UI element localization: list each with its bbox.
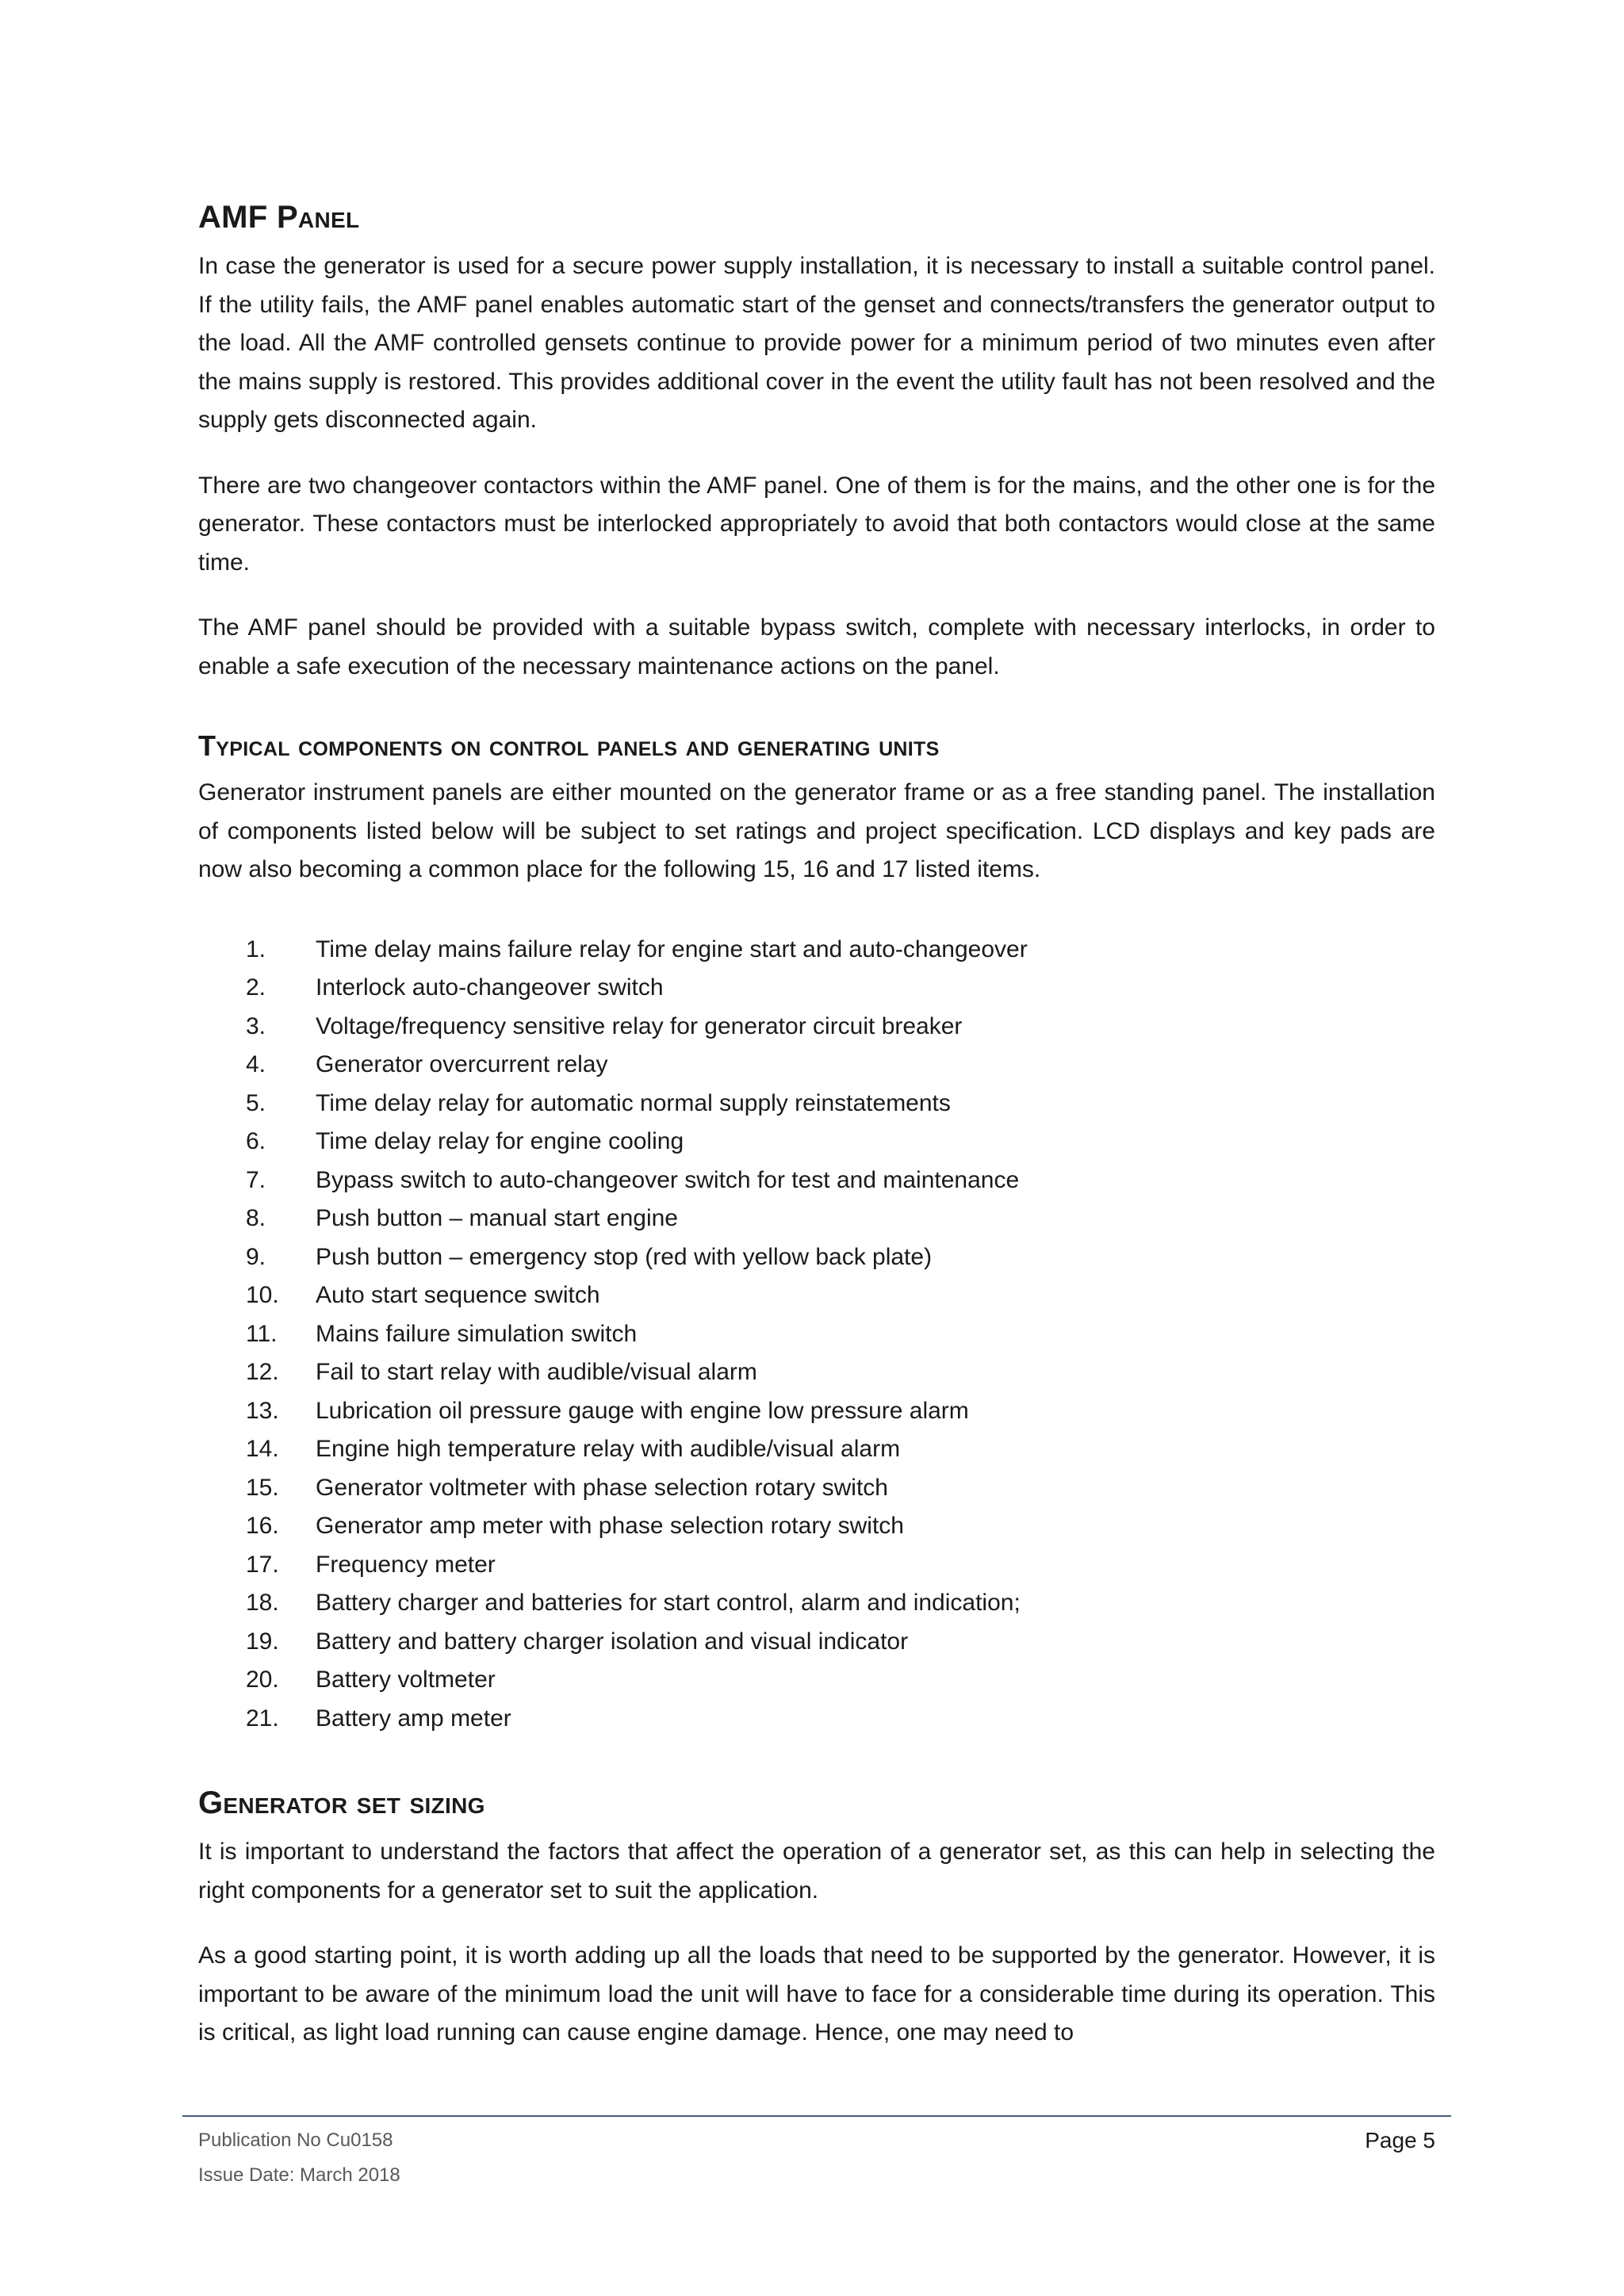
page-number: Page 5 — [1365, 2128, 1435, 2152]
list-item: 15. Generator voltmeter with phase selection rotary switch — [246, 1474, 888, 1501]
issue-date-value: March 2018 — [300, 2164, 400, 2186]
components-paragraph: Generator instrument panels are either mounted on the generator frame or as a free standing panel. The installation of components listed below will be subject to set ratings and project specification. LCD displays and key pads are now also becoming a common place for the following 15, 16 and 17 listed items. — [198, 779, 1435, 883]
section-heading-generator-set-sizing: Generator set sizing — [198, 1785, 485, 1821]
list-item: 16. Generator amp meter with phase selection rotary switch — [246, 1513, 904, 1540]
sizing-paragraph-1: It is important to understand the factors that affect the operation of a generator set, as this can help in selecting the right components for a generator set to suit the application. — [198, 1839, 1435, 1904]
list-item: 17. Frequency meter — [246, 1551, 496, 1578]
list-item: 19. Battery and battery charger isolation and visual indicator — [246, 1628, 909, 1655]
page-footer — [198, 2123, 1451, 2193]
list-item: 21. Battery amp meter — [246, 1705, 511, 1732]
issue-date-label: Issue Date: — [198, 2164, 295, 2186]
section-heading-typical-components: Typical components on control panels and generating units — [198, 729, 940, 762]
components-list — [198, 931, 1435, 1739]
list-item: 7. Bypass switch to auto-changeover switch for test and maintenance — [246, 1166, 1020, 1193]
list-item: 9. Push button – emergency stop (red with yellow back plate) — [246, 1243, 933, 1270]
footer-divider — [182, 2115, 1451, 2117]
list-item: 12. Fail to start relay with audible/visual alarm — [246, 1359, 757, 1386]
list-item: 18. Battery charger and batteries for start control, alarm and indication; — [246, 1590, 1021, 1617]
list-item: 14. Engine high temperature relay with audible/visual alarm — [246, 1436, 901, 1463]
sizing-paragraph-2: As a good starting point, it is worth adding up all the loads that need to be supported by the generator. However, it is important to be aware of the minimum load the unit will have to face for a considerable time during its operation. This is critical, as light load running can cause engine damage. Hence, one may need to — [198, 1942, 1435, 2046]
list-item: 13. Lubrication oil pressure gauge with engine low pressure alarm — [246, 1397, 969, 1424]
list-item: 5. Time delay relay for automatic normal supply reinstatements — [246, 1089, 951, 1116]
list-item: 10. Auto start sequence switch — [246, 1282, 600, 1309]
document-page — [198, 198, 1435, 2080]
list-item: 8. Push button – manual start engine — [246, 1205, 678, 1232]
list-item: 11. Mains failure simulation switch — [246, 1320, 638, 1347]
issue-date-line — [198, 2158, 1451, 2193]
list-item: 2. Interlock auto-changeover switch — [246, 974, 664, 1001]
list-item: 6. Time delay relay for engine cooling — [246, 1128, 684, 1155]
list-item: 20. Battery voltmeter — [246, 1667, 496, 1693]
section-heading-amf-panel: AMF Panel — [198, 200, 360, 235]
amf-paragraph-2: There are two changeover contactors within the AMF panel. One of them is for the mains, and the other one is for the generator. These contactors must be interlocked appropriately to avoid that both contactors would close at the same time. — [198, 472, 1435, 576]
list-item: 4. Generator overcurrent relay — [246, 1051, 608, 1078]
list-item: 3. Voltage/frequency sensitive relay for generator circuit breaker — [246, 1012, 963, 1039]
amf-paragraph-3: The AMF panel should be provided with a suitable bypass switch, complete with necessary interlocks, in order to enable a safe execution of the necessary maintenance actions on the panel. — [198, 614, 1435, 679]
publication-number: Publication No Cu0158 — [198, 2130, 393, 2151]
amf-paragraph-1: In case the generator is used for a secure power supply installation, it is necessary to install a suitable control panel. If the utility fails, the AMF panel enables automatic start of the genset and connects/transfers the generator output to the load. All the AMF controlled gensets continue to provide power for a minimum period of two minutes even after the mains supply is restored. This provides additional cover in the event the utility fault has not been resolved and the supply gets disconnected again. — [198, 253, 1435, 433]
list-item: 1. Time delay mains failure relay for engine start and auto-changeover — [246, 936, 1028, 962]
